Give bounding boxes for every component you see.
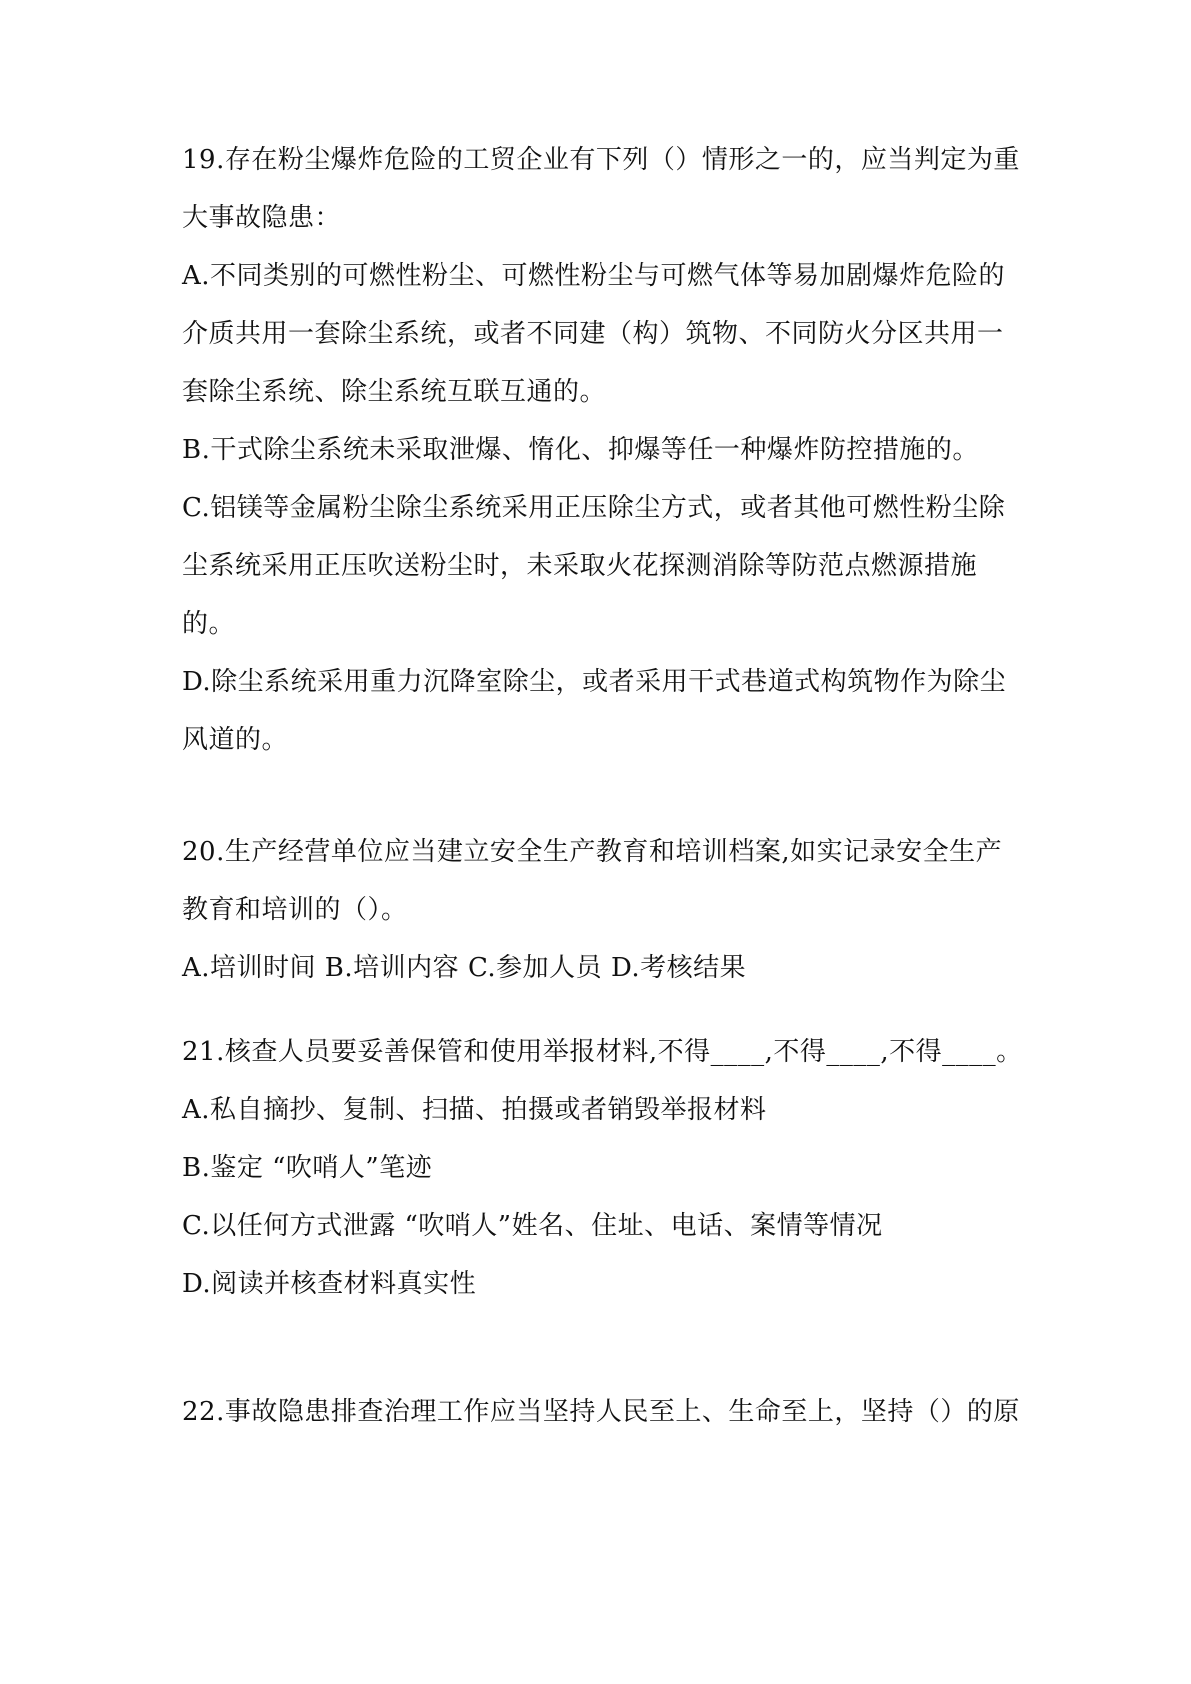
question-20-stem-line-1: 20.生产经营单位应当建立安全生产教育和培训档案,如实记录安全生产 xyxy=(182,837,1003,867)
question-20-options: A.培训时间 B.培训内容 C.参加人员 D.考核结果 xyxy=(182,953,747,983)
question-19-option-b: B.干式除尘系统未采取泄爆、惰化、抑爆等任一种爆炸防控措施的。 xyxy=(182,435,979,465)
question-19-option-a-line-1: A.不同类别的可燃性粉尘、可燃性粉尘与可燃气体等易加剧爆炸危险的 xyxy=(182,261,1006,291)
question-19-option-d-line-2: 风道的。 xyxy=(182,725,289,755)
question-21-option-a: A.私自摘抄、复制、扫描、拍摄或者销毁举报材料 xyxy=(182,1095,767,1125)
question-19-option-c-line-3: 的。 xyxy=(182,609,236,639)
question-19-option-d-line-1: D.除尘系统采用重力沉降室除尘，或者采用干式巷道式构筑物作为除尘 xyxy=(182,667,1007,697)
question-21-option-d: D.阅读并核查材料真实性 xyxy=(182,1269,477,1299)
question-21-option-b: B.鉴定 “吹哨人”笔迹 xyxy=(182,1153,433,1183)
question-19-stem-line-2: 大事故隐患： xyxy=(182,203,342,233)
question-19-option-c-line-2: 尘系统采用正压吹送粉尘时，未采取火花探测消除等防范点燃源措施 xyxy=(182,551,978,581)
question-20-stem-line-2: 教育和培训的（）。 xyxy=(182,895,408,925)
question-19-stem-line-1: 19.存在粉尘爆炸危险的工贸企业有下列（）情形之一的，应当判定为重 xyxy=(182,145,1020,175)
question-19-option-a-line-3: 套除尘系统、除尘系统互联互通的。 xyxy=(182,377,607,407)
question-22-stem-line-1: 22.事故隐患排查治理工作应当坚持人民至上、生命至上，坚持（）的原 xyxy=(182,1397,1020,1427)
question-19-option-c-line-1: C.铝镁等金属粉尘除尘系统采用正压除尘方式，或者其他可燃性粉尘除 xyxy=(182,493,1006,523)
question-19-option-a-line-2: 介质共用一套除尘系统，或者不同建（构）筑物、不同防火分区共用一 xyxy=(182,319,1004,349)
question-21-option-c: C.以任何方式泄露 “吹哨人”姓名、住址、电话、案情等情况 xyxy=(182,1211,883,1241)
question-21-stem: 21.核查人员要妥善保管和使用举报材料,不得____,不得____,不得____。 xyxy=(182,1037,1023,1067)
